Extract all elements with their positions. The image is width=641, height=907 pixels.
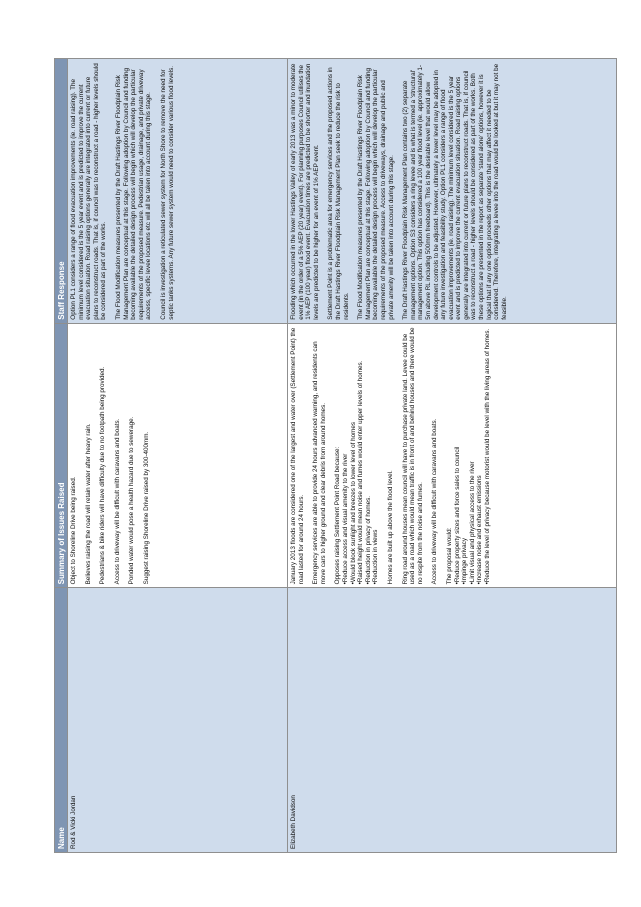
response-text: The Draft Hastings River Floodplain Risk Management Plan contains two (2) separate management options. Option S3 considers a ring levee and is what is termed a 'structural' management option. This option has considered a 100 year flood level (ie. approximately 1-5m above RL including 500mm freeboard). This is the desirable level that would allow development controls to be adjusted. However, ultimately a lower level may be adopted in any future investigation and feasibility study. Option PL1 considers a range of flood evacuation improvements (ie. road raising). The minimum level considered is the 5 year event and is predicted to improve the current evacuation situation. Road raising options generally are integrated into current or future plans to reconstruct roads. That is, if council was to reconstruct a road - higher levels should be considered as part of the works. Both these options are presented in the report as separate 'stand alone' options, however it is logical that if any one option proceeds other options that may affect it needed to be considered. Therefore, integrating a levee into the road would be looked at but it may not be feasible. xyxy=(402,63,508,320)
issues-cell xyxy=(288,323,617,588)
header-name: Name xyxy=(55,588,68,853)
table-row xyxy=(68,59,288,853)
issue-text: Access to driveway will be difficult with caravans and boats. xyxy=(113,418,121,585)
proposal-list xyxy=(454,327,492,585)
list-item: • Reduction in views xyxy=(372,327,380,585)
response-text: Flooding which occurred in the lower Hastings Valley of early 2013 was a minor to moderate event (in the order of a 5% AEP (20 year) event). For planning purposes Council utilises the 1% AEP (100 year) flood event. Evacuation times are predicted to be shorter and inundation levels are predicted to be higher for an event of 1% AEP event. xyxy=(290,63,320,320)
list-item: • Reduction in privacy of homes. xyxy=(365,327,373,585)
submitter-name: Rod & Vicki Jordan xyxy=(68,588,288,853)
list-item: • Reduce access and visual amenity to the river xyxy=(342,327,350,585)
table-row xyxy=(288,59,617,853)
list-item: • Would block sunlight and breezes to lower level of homes xyxy=(350,327,358,585)
header-row xyxy=(55,59,68,853)
issues-cell xyxy=(68,323,288,588)
submitter-name: Elizabeth Davidson xyxy=(288,588,617,853)
issue-text: Object to Shoreline Drive being raised. xyxy=(70,476,77,585)
issue-text: Homes are built up above the flood level. xyxy=(386,470,394,585)
header-response: Staff Response xyxy=(55,59,68,324)
list-item: • Impinge privacy xyxy=(461,327,469,585)
response-cell xyxy=(68,59,288,324)
issue-text: Pedestrians & bike riders will have difficulty due to no footpath being provided. xyxy=(99,366,107,585)
response-cell xyxy=(288,59,617,324)
submissions-table xyxy=(54,58,617,853)
list-item: • Raised height would mean noise and fumes would enter upper levels of homes. xyxy=(357,327,365,585)
list-item: • Limit visual and physical access to the river xyxy=(469,327,477,585)
issue-text: Suggest raising Shoreline Drive raised by 300-400mm. xyxy=(142,431,150,585)
rotated-page xyxy=(54,58,614,853)
response-text: The Flood Modification measures presented by the Draft Hastings River Floodplain Risk Management Plan are conceptual at this stage. Following adoption by Council and funding becoming available the detailed design process will begin which will develop the particular requirements of the proposed measure. Pedestrian usage, drainage, and private driveway access, specific levee locations etc will all be taken into account during this stage. xyxy=(114,67,153,320)
response-text: Council is investigation a reticulated sewer system for North Shore to remove the need for septic tanks systems. Any future sewer system would need to consider various flood levels. xyxy=(159,65,175,320)
issue-text: Believes raising the road will retain water after heavy rain. xyxy=(84,423,92,585)
response-text: The Flood Modification measures presented by the Draft Hastings River Floodplain Risk Management Plan are conceptual at this stage. Following adoption by Council and funding becoming available the detailed design process will begin which will develop the particular requirements of the proposed measure. Access to driveways, drainage and public and private amenity will be taken into account during this stage. xyxy=(357,67,395,320)
list-item: • Increase noise and exhaust emissions xyxy=(476,327,484,585)
opposes-list xyxy=(342,327,380,585)
issue-text: Access to driveway will be difficult with caravans and boats. xyxy=(431,418,439,585)
proposal-lead: The proposal would: xyxy=(445,527,453,585)
header-summary: Summary of Issues Raised xyxy=(55,323,68,588)
list-item: • Reduce property sizes and force sales to council xyxy=(454,327,462,585)
response-text: Settlement Point is a problematic area for emergency services and the proposed actions in the Draft Hastings River Floodplain Risk Management Plan seek to reduce the risk to residents. xyxy=(327,67,350,320)
issue-text: Ponded water would pose a health hazard due to sewerage. xyxy=(128,416,136,585)
list-item: • Reduce the level of privacy because motorist would be level with the living areas of homes. xyxy=(484,327,492,585)
response-text: Option PL1 considers a range of flood evacuation improvements (ie. road raising). The minimum level considered is the 5 year event and is predicted to improve the current evacuation situation. Road raising options generally are integrated into current or future plans to reconstruct roads. That is, if council was to reconstruct a road - higher levels should be considered as part of the works. xyxy=(70,63,108,320)
issue-text: Ring road around houses mean council will have to purchase private land. Levee could be used as a road which would mean traffic is in front of and behind houses and there would be no respite from the noise and fumes. xyxy=(401,327,424,585)
issue-text: Emergency services are able to provide 24 hours advanced warning, and residents can move cars to higher ground and clear debris from around homes. xyxy=(312,341,327,585)
issue-text: January 2013 floods are considered one of the largest and water over (Settlement Point) the road lasted for around 24 hours. xyxy=(290,327,305,585)
opposes-lead: Opposes raising Settlement Point Road because: xyxy=(334,446,342,585)
